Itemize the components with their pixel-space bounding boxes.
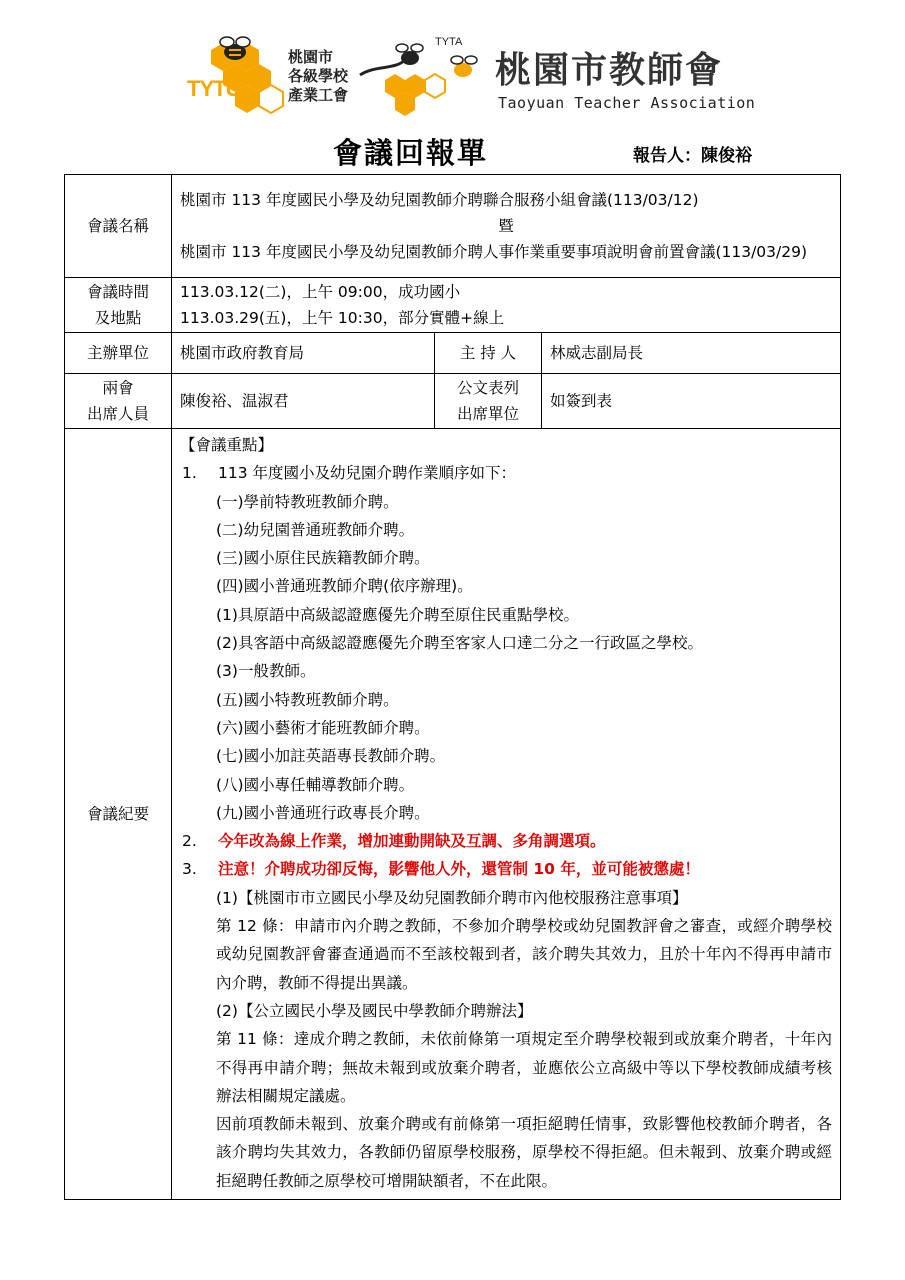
regulation-title-2: (2)【公立國民小學及國民中學教師介聘辦法】: [216, 1001, 533, 1020]
tytu-logo-text: TYTU: [187, 76, 241, 101]
host-label: 主 持 人: [435, 333, 542, 374]
meeting-name-label: 會議名稱: [65, 175, 172, 278]
row-attendees: [65, 374, 841, 429]
regulation-article-11-cont: 因前項教師未報到、放棄介聘或有前條第一項拒絕聘任情事，致影響他校教師介聘者，各該介聘均失其效力，各教師仍留原學校服務，原學校不得拒絕。但未報到、放棄介聘或經拒絕聘任教師之原學校可增開缺額者，不在此限。: [216, 1115, 832, 1190]
tyta-logo: [355, 30, 775, 120]
minutes-subitem: (三)國小原住民族籍教師介聘。: [216, 549, 430, 568]
attendees-label: 兩會 出席人員: [65, 374, 172, 429]
tyta-logo-text: TYTA: [435, 36, 463, 48]
regulation-title-1: (1)【桃園市市立國民小學及幼兒園教師介聘市內他校服務注意事項】: [216, 888, 688, 907]
bees-honeycomb-icon: [355, 30, 490, 120]
minutes-subitem: (五)國小特教班教師介聘。: [216, 690, 399, 709]
minutes-subitem: (八)國小專任輔導教師介聘。: [216, 775, 415, 794]
minutes-subitem: (七)國小加註英語專長教師介聘。: [216, 747, 446, 766]
union-name: 桃園市 各級學校 產業工會: [288, 48, 349, 104]
minutes-subitem: (二)幼兒園普通班教師介聘。: [216, 520, 415, 539]
minutes-subitem: (一)學前特教班教師介聘。: [216, 492, 399, 511]
meeting-report-table: [64, 174, 841, 1200]
row-organizer: [65, 333, 841, 374]
minutes-heading: 【會議重點】: [180, 436, 274, 454]
meeting-time-label: 會議時間 及地點: [65, 278, 172, 333]
row-minutes: [65, 429, 841, 1200]
regulation-article-12: 第 12 條：申請市內介聘之教師，不參加介聘學校或幼兒園教評會之審查，或經介聘學校或幼兒園教評會審查通過而不至該校報到者，該介聘失其效力，且於十年內不得再申請市內介聘，教師不得提出異議。: [216, 917, 832, 992]
minutes-subitem: (1)具原語中高級認證應優先介聘至原住民重點學校。: [216, 605, 579, 624]
minutes-subitem: (九)國小普通班行政專長介聘。: [216, 803, 430, 822]
association-name-en: Taoyuan Teacher Association: [498, 94, 756, 112]
row-meeting-name: [65, 175, 841, 278]
meeting-name-value: 桃園市 113 年度國民小學及幼兒園教師介聘聯合服務小組會議(113/03/12) 暨 桃園市 113 年度國民小學及幼兒園教師介聘人事作業重要事項說明會前置會議(113/03/29): [172, 175, 841, 278]
units-label: 公文表列 出席單位: [435, 374, 542, 429]
minutes-subitem: (2)具客語中高級認證應優先介聘至客家人口達二分之一行政區之學校。: [216, 634, 703, 653]
minutes-item-2: 2. 今年改為線上作業，增加連動開缺及互調、多角調選項。: [182, 832, 606, 851]
minutes-item-3: 3. 注意！介聘成功卻反悔，影響他人外，還管制 10 年，並可能被懲處！: [182, 860, 700, 879]
document-title: 會議回報單: [333, 136, 489, 170]
attendees-value: 陳俊裕、温淑君: [172, 374, 435, 429]
minutes-subitem: (3)一般教師。: [216, 662, 316, 681]
minutes-subitem: (四)國小普通班教師介聘(依序辦理)。: [216, 577, 473, 596]
host-value: 林威志副局長: [542, 333, 841, 374]
organizer-value: 桃園市政府教育局: [172, 333, 435, 374]
row-meeting-time: [65, 278, 841, 333]
organizer-label: 主辦單位: [65, 333, 172, 374]
minutes-label: 會議紀要: [65, 429, 172, 1200]
minutes-subitem: (六)國小藝術才能班教師介聘。: [216, 718, 430, 737]
meeting-time-value: 113.03.12(二)，上午 09:00，成功國小 113.03.29(五)，上午 10:30，部分實體+線上: [172, 278, 841, 333]
tytu-logo: [183, 30, 358, 122]
minutes-content: [172, 429, 841, 1200]
minutes-item-1: 1. 113 年度國小及幼兒園介聘作業順序如下：: [182, 464, 517, 483]
association-name-cn: 桃園市教師會: [495, 50, 724, 91]
regulation-article-11: 第 11 條：達成介聘之教師，未依前條第一項規定至介聘學校報到或放棄介聘者，十年內不得再申請介聘；無故未報到或放棄介聘者，並應依公立高級中等以下學校教師成績考核辦法相關規定議處。: [216, 1030, 832, 1105]
units-value: 如簽到表: [542, 374, 841, 429]
letterhead: [0, 0, 905, 125]
reporter-name: 報告人：陳俊裕: [633, 146, 752, 166]
